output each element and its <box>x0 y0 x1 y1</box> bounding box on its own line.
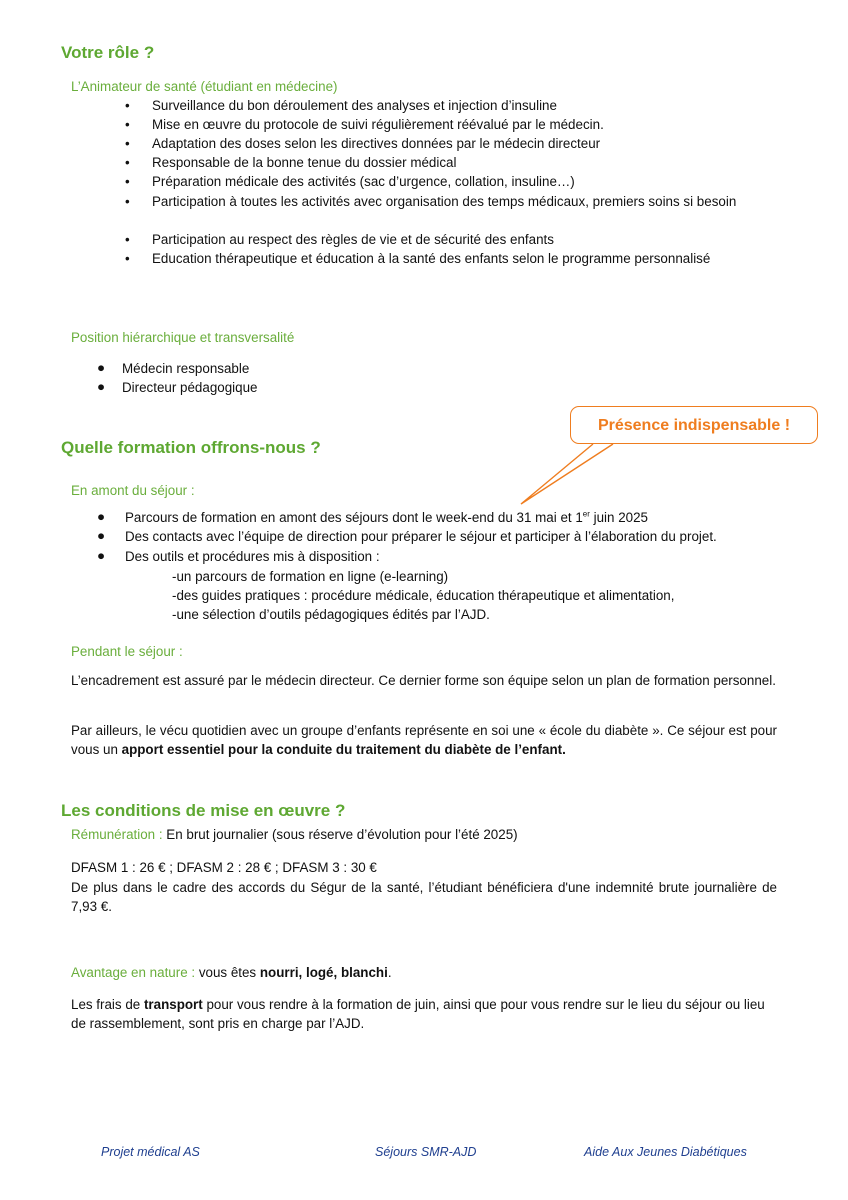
list-item: Mise en œuvre du protocole de suivi régulièrement réévalué par le médecin. <box>152 117 604 132</box>
list-item: Adaptation des doses selon les directives données par le médecin directeur <box>152 136 601 151</box>
sub-list-item: -un parcours de formation en ligne (e-learning) <box>172 569 449 584</box>
subheading-animator: L’Animateur de santé (étudiant en médecine) <box>71 79 338 94</box>
bullet-icon: • <box>125 251 130 266</box>
bullet-icon: • <box>125 98 130 113</box>
bullet-icon: • <box>125 194 130 209</box>
list-item: Participation au respect des règles de vie et de sécurité des enfants <box>152 232 554 247</box>
benefit-line: Avantage en nature : vous êtes nourri, logé, blanchi. <box>71 965 392 980</box>
bullet-icon: • <box>125 117 130 132</box>
list-item: Parcours de formation en amont des séjours dont le week-end du 31 mai et 1er juin 2025 <box>125 509 648 525</box>
list-item: Participation à toutes les activités avec organisation des temps médicaux, premiers soins si besoin <box>152 194 737 209</box>
pay-line: Rémunération : En brut journalier (sous réserve d’évolution pour l’été 2025) <box>71 827 518 842</box>
sub-list-item: -des guides pratiques : procédure médicale, éducation thérapeutique et alimentation, <box>172 588 675 603</box>
list-item: Directeur pédagogique <box>122 380 258 395</box>
section-heading-role: Votre rôle ? <box>61 43 155 62</box>
subheading-before-stay: En amont du séjour : <box>71 483 195 498</box>
footer-left: Projet médical AS <box>101 1145 200 1159</box>
list-item: Surveillance du bon déroulement des analyses et injection d’insuline <box>152 98 557 113</box>
list-item: Education thérapeutique et éducation à la santé des enfants selon le programme personnalisé <box>152 251 711 266</box>
callout-box <box>570 406 818 444</box>
bullet-icon: • <box>125 232 130 247</box>
subheading-during-stay: Pendant le séjour : <box>71 644 183 659</box>
list-item: Des contacts avec l’équipe de direction pour préparer le séjour et participer à l’élaboration du projet. <box>125 529 717 544</box>
bullet-icon: ● <box>97 379 106 394</box>
subheading-hierarchy: Position hiérarchique et transversalité <box>71 330 295 345</box>
list-item: Préparation médicale des activités (sac d’urgence, collation, insuline…) <box>152 174 575 189</box>
callout-pointer <box>515 440 625 510</box>
sub-list-item: -une sélection d’outils pédagogiques édités par l’AJD. <box>172 607 490 622</box>
bullet-icon: ● <box>97 509 106 524</box>
footer-right: Aide Aux Jeunes Diabétiques <box>584 1145 747 1159</box>
bullet-icon: ● <box>97 360 106 375</box>
pay-rates: DFASM 1 : 26 € ; DFASM 2 : 28 € ; DFASM 3 : 30 € <box>71 860 377 875</box>
paragraph-diabetes-school: Par ailleurs, le vécu quotidien avec un groupe d’enfants représente en soi une « école du diabète ». Ce séjour est pour vous un apport essentiel pour la conduite du traitement du diabète de l’enfant. <box>71 723 777 757</box>
section-heading-conditions: Les conditions de mise en œuvre ? <box>61 801 346 820</box>
list-item: Responsable de la bonne tenue du dossier médical <box>152 155 457 170</box>
footer-center: Séjours SMR-AJD <box>375 1145 477 1159</box>
bullet-icon: ● <box>97 548 106 563</box>
section-heading-training: Quelle formation offrons-nous ? <box>61 438 321 457</box>
bullet-icon: ● <box>97 528 106 543</box>
bullet-icon: • <box>125 155 130 170</box>
paragraph-supervision: L’encadrement est assuré par le médecin directeur. Ce dernier forme son équipe selon un plan de formation personnel. <box>71 673 776 688</box>
callout-text: Présence indispensable ! <box>597 417 791 434</box>
bullet-icon: • <box>125 174 130 189</box>
segur-paragraph: De plus dans le cadre des accords du Ségur de la santé, l’étudiant bénéficiera d'une indemnité brute journalière de 7,93 €. <box>71 880 777 914</box>
list-item: Des outils et procédures mis à disposition : <box>125 549 380 564</box>
bullet-icon: • <box>125 136 130 151</box>
list-item: Médecin responsable <box>122 361 250 376</box>
transport-paragraph: Les frais de transport pour vous rendre à la formation de juin, ainsi que pour vous rendre sur le lieu du séjour ou lieu de rassemblement, sont pris en charge par l’AJD. <box>71 997 765 1031</box>
